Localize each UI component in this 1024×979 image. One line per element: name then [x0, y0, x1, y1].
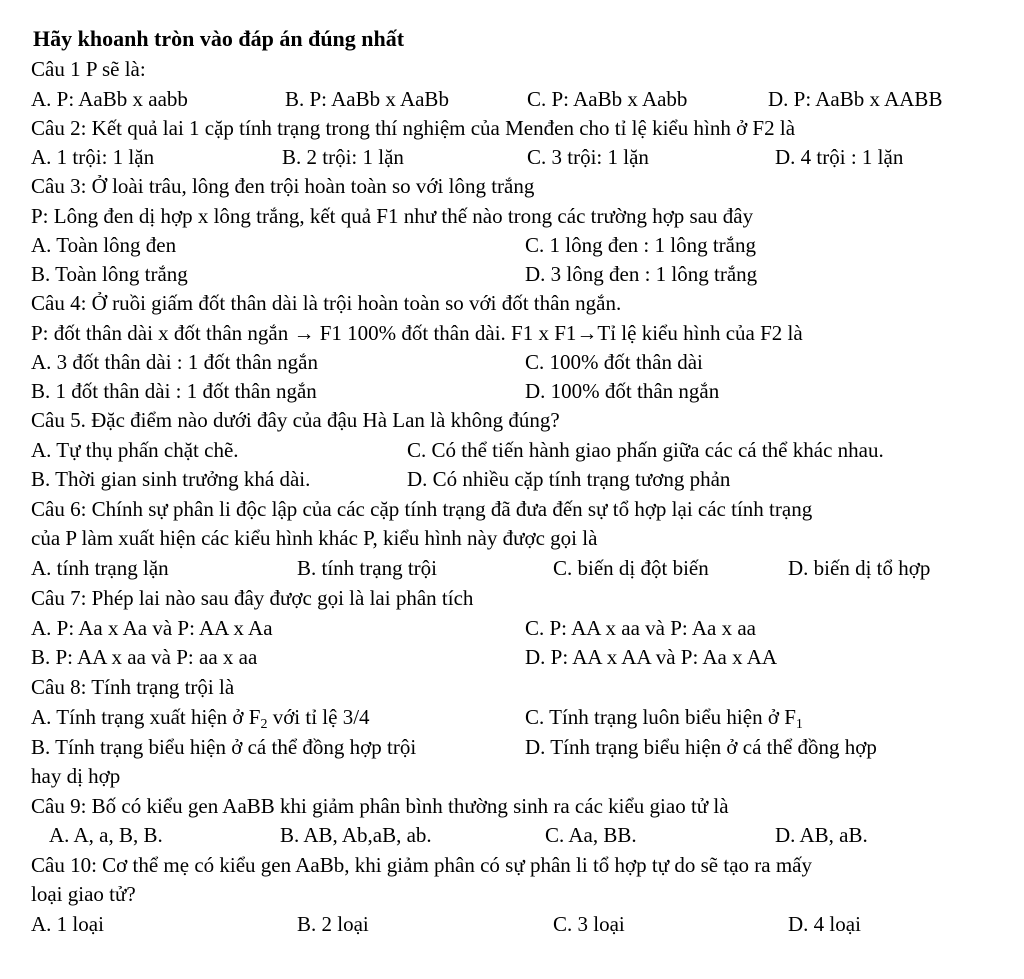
q1-option-a: A. P: AaBb x aabb — [31, 87, 188, 111]
question-1-stem: Câu 1 P sẽ là: — [31, 57, 146, 81]
q7-option-a: A. P: Aa x Aa và P: AA x Aa — [31, 616, 273, 640]
question-8-stem: Câu 8: Tính trạng trội là — [31, 675, 235, 699]
q8-option-c-subscript: 1 — [795, 717, 803, 732]
q1-option-c: C. P: AaBb x Aabb — [527, 87, 688, 111]
q10-option-c: C. 3 loại — [553, 912, 625, 936]
q8-option-a-text: A. Tính trạng xuất hiện ở F — [31, 705, 261, 729]
q9-option-c: C. Aa, BB. — [545, 823, 637, 847]
question-10-stem-line-1: Câu 10: Cơ thể mẹ có kiểu gen AaBb, khi giảm phân có sự phân li tổ hợp tự do sẽ tạo ra mấy — [31, 853, 812, 877]
q5-option-b: B. Thời gian sinh trưởng khá dài. — [31, 467, 311, 491]
q3-option-a: A. Toàn lông đen — [31, 233, 177, 257]
q9-option-a: A. A, a, B, B. — [49, 823, 163, 847]
question-2-stem: Câu 2: Kết quả lai 1 cặp tính trạng trong thí nghiệm của Menđen cho tỉ lệ kiểu hình ở F2 là — [31, 116, 796, 140]
q8-option-b: B. Tính trạng biểu hiện ở cá thể đồng hợp trội — [31, 735, 417, 759]
worksheet-title: Hãy khoanh tròn vào đáp án đúng nhất — [33, 26, 405, 51]
q4-option-d: D. 100% đốt thân ngắn — [525, 379, 720, 403]
question-9-stem: Câu 9: Bố có kiểu gen AaBB khi giảm phân bình thường sinh ra các kiểu giao tử là — [31, 794, 729, 818]
question-3-stem-line-1: Câu 3: Ở loài trâu, lông đen trội hoàn toàn so với lông trắng — [31, 174, 535, 198]
q8-option-c-text: C. Tính trạng luôn biểu hiện ở F — [525, 705, 796, 729]
q4-option-a: A. 3 đốt thân dài : 1 đốt thân ngắn — [31, 350, 318, 374]
q4-option-b: B. 1 đốt thân dài : 1 đốt thân ngắn — [31, 379, 317, 403]
q5-option-d: D. Có nhiều cặp tính trạng tương phản — [407, 467, 731, 491]
q9-option-d: D. AB, aB. — [775, 823, 868, 847]
q9-option-b: B. AB, Ab,aB, ab. — [280, 823, 432, 847]
q2-option-a: A. 1 trội: 1 lặn — [31, 145, 155, 169]
q10-option-d: D. 4 loại — [788, 912, 861, 936]
q5-option-c: C. Có thể tiến hành giao phấn giữa các cá thể khác nhau. — [407, 438, 884, 462]
question-6-stem-line-2: của P làm xuất hiện các kiểu hình khác P, kiểu hình này được gọi là — [31, 526, 598, 550]
q3-option-c: C. 1 lông đen : 1 lông trắng — [525, 233, 756, 257]
q6-option-a: A. tính trạng lặn — [31, 556, 169, 580]
q4-option-c: C. 100% đốt thân dài — [525, 350, 703, 374]
q3-option-d: D. 3 lông đen : 1 lông trắng — [525, 262, 758, 286]
q7-option-b: B. P: AA x aa và P: aa x aa — [31, 645, 258, 669]
q8-option-d: D. Tính trạng biểu hiện ở cá thể đồng hợp — [525, 735, 877, 759]
q8-option-a — [31, 704, 370, 730]
q2-option-c: C. 3 trội: 1 lặn — [527, 145, 649, 169]
q6-option-d: D. biến dị tổ hợp — [788, 556, 931, 580]
question-4-stem-line-2: P: đốt thân dài x đốt thân ngắn → F1 100% đốt thân dài. F1 x F1→Tỉ lệ kiểu hình của F2 là — [31, 321, 803, 345]
question-10-stem-line-2: loại giao tử? — [31, 882, 136, 906]
q6-option-c: C. biến dị đột biến — [553, 556, 709, 580]
q7-option-c: C. P: AA x aa và P: Aa x aa — [525, 616, 756, 640]
question-7-stem: Câu 7: Phép lai nào sau đây được gọi là lai phân tích — [31, 586, 474, 610]
q1-option-d: D. P: AaBb x AABB — [768, 87, 943, 111]
question-4-stem-line-1: Câu 4: Ở ruồi giấm đốt thân dài là trội hoàn toàn so với đốt thân ngắn. — [31, 291, 622, 315]
q8-option-a-subscript: 2 — [260, 717, 268, 732]
q10-option-b: B. 2 loại — [297, 912, 369, 936]
q10-option-a: A. 1 loại — [31, 912, 104, 936]
q8-option-c — [525, 704, 803, 730]
q6-option-b: B. tính trạng trội — [297, 556, 437, 580]
question-3-stem-line-2: P: Lông đen dị hợp x lông trắng, kết quả F1 như thế nào trong các trường hợp sau đây — [31, 204, 754, 228]
q7-option-d: D. P: AA x AA và P: Aa x AA — [525, 645, 778, 669]
question-5-stem: Câu 5. Đặc điểm nào dưới đây của đậu Hà Lan là không đúng? — [31, 408, 560, 432]
q5-option-a: A. Tự thụ phấn chặt chẽ. — [31, 438, 239, 462]
q3-option-b: B. Toàn lông trắng — [31, 262, 188, 286]
q1-option-b: B. P: AaBb x AaBb — [285, 87, 449, 111]
q2-option-d: D. 4 trội : 1 lặn — [775, 145, 904, 169]
q2-option-b: B. 2 trội: 1 lặn — [282, 145, 404, 169]
question-6-stem-line-1: Câu 6: Chính sự phân li độc lập của các cặp tính trạng đã đưa đến sự tổ hợp lại các tính trạng — [31, 497, 813, 521]
q8-option-d-continued: hay dị hợp — [31, 764, 121, 788]
q8-option-a-ratio: với tỉ lệ 3/4 — [267, 705, 370, 729]
